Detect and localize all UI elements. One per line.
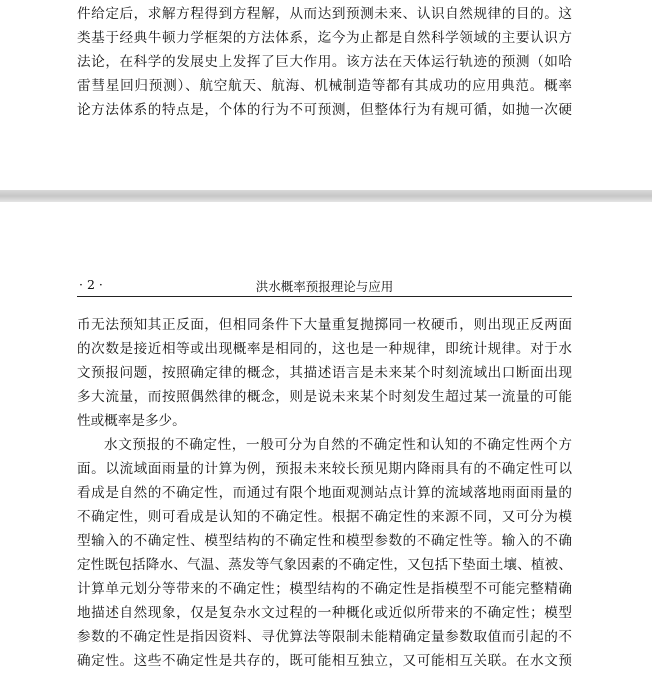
- lower-page-text: [77, 313, 572, 673]
- text-line: 定性既包括降水、气温、蒸发等气象因素的不确定性，又包括下垫面土壤、植被、: [77, 557, 572, 573]
- text-line: 不确定性，则可看成是认知的不确定性。根据不确定性的来源不同，又可分为模: [77, 509, 572, 525]
- text-line: 币无法预知其正反面，但相同条件下大量重复抛掷同一枚硬币，则出现正反两面: [77, 317, 572, 333]
- text-line: 类基于经典牛顿力学框架的方法体系，迄今为止都是自然科学领域的主要认识方: [77, 30, 572, 46]
- text-line: 型输入的不确定性、模型结构的不确定性和模型参数的不确定性等。输入的不确: [77, 533, 572, 549]
- text-line: 地描述自然现象，仅是复杂水文过程的一种概化或近似所带来的不确定性；模型: [77, 605, 572, 621]
- text-line: 计算单元划分等带来的不确定性；模型结构的不确定性是指模型不可能完整精确: [77, 581, 572, 597]
- text-line: 面。以流域面雨量的计算为例，预报未来较长预见期内降雨具有的不确定性可以: [77, 461, 572, 477]
- text-line: 看成是自然的不确定性，而通过有限个地面观测站点计算的流域落地雨面雨量的: [77, 485, 572, 501]
- text-line: 件给定后，求解方程得到方程解，从而达到预测未来、认识自然规律的目的。这: [77, 6, 572, 22]
- running-title: 洪水概率预报理论与应用: [255, 279, 394, 294]
- text-line: 雷彗星回归预测）、航空航天、航海、机械制造等都有其成功的应用典范。概率: [77, 78, 572, 94]
- text-line: 性或概率是多少。: [77, 413, 186, 429]
- text-line: 法论，在科学的发展史上发挥了巨大作用。该方法在天体运行轨迹的预测（如哈: [77, 54, 572, 70]
- upper-page-text: [77, 2, 572, 122]
- text-line: 确定性。这些不确定性是共存的，既可能相互独立，又可能相互关联。在水文预: [77, 653, 572, 669]
- page-number: · 2 ·: [79, 277, 103, 292]
- text-line: 论方法体系的特点是，个体的行为不可预测，但整体行为有规可循，如抛一次硬: [77, 102, 572, 118]
- text-line: 的次数是接近相等或出现概率是相同的，这也是一种规律，即统计规律。对于水: [77, 341, 572, 357]
- paragraph-start-line: 水文预报的不确定性，一般可分为自然的不确定性和认知的不确定性两个方: [104, 437, 572, 453]
- text-line: 多大流量，而按照偶然律的概念，则是说未来某个时刻发生超过某一流量的可能: [77, 389, 572, 405]
- text-line: 参数的不确定性是指因资料、寻优算法等限制未能精确定量参数取值而引起的不: [77, 629, 572, 645]
- running-header: [77, 276, 572, 297]
- page-gap: [0, 190, 652, 202]
- text-line: 文预报问题，按照确定律的概念，其描述语言是未来某个时刻流域出口断面出现: [77, 365, 572, 381]
